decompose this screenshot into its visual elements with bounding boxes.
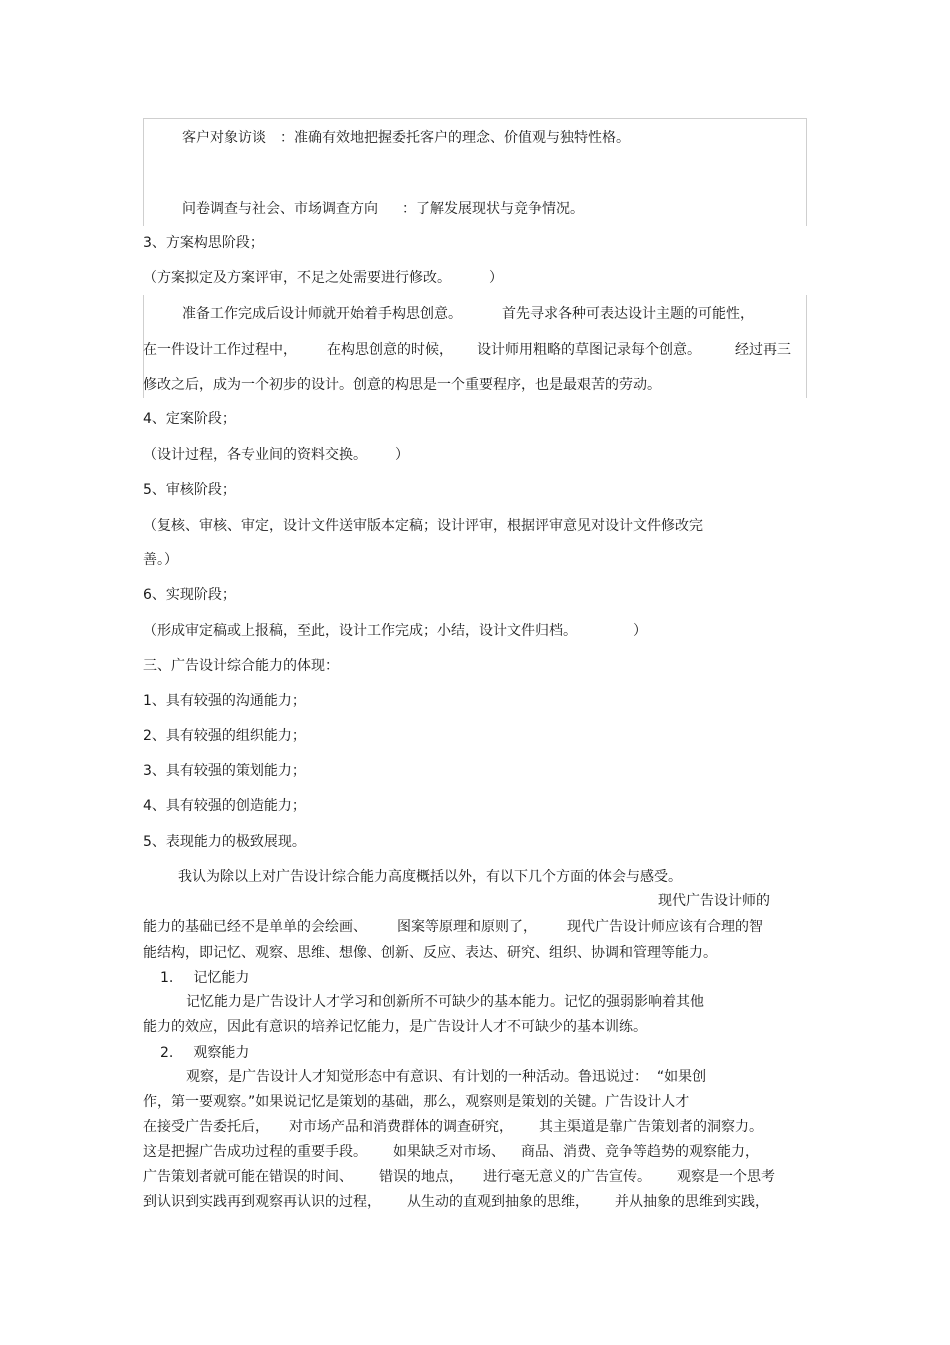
observe-l3c: 其主渠道是靠广告策划者的洞察力。 bbox=[539, 1119, 763, 1135]
memory-title: 记忆能力 bbox=[193, 970, 250, 986]
observe-l5b: 错误的地点， bbox=[379, 1169, 463, 1185]
observe-line-4 bbox=[143, 1143, 759, 1161]
intro-line-1: 我认为除以上对广告设计综合能力高度概括以外，有以下几个方面的体会与感受。 bbox=[178, 869, 682, 885]
observe-l3b: 对市场产品和消费群体的调查研究， bbox=[289, 1119, 513, 1135]
observe-title: 观察能力 bbox=[193, 1045, 250, 1061]
concept-l2a: 在一件设计工作过程中， bbox=[143, 342, 297, 358]
concept-l2c: 设计师用粗略的草图记录每个创意。 bbox=[477, 342, 701, 358]
client-interview-label: 客户对象访谈 bbox=[182, 130, 266, 146]
stage6-note-text: （形成审定稿或上报稿，至此，设计工作完成；小结，设计文件归档。 bbox=[143, 623, 577, 639]
client-interview-text: ：准确有效地把握委托客户的理念、价值观与独特性格。 bbox=[280, 130, 630, 146]
observe-line-2: 作，第一要观察。”如果说记忆是策划的基础，那么，观察则是策划的关键。广告设计人才 bbox=[143, 1094, 690, 1110]
stage5-note-line-1: （复核、审核、审定，设计文件送审版本定稿；设计评审，根据评审意见对设计文件修改完 bbox=[143, 518, 703, 534]
stage6-note bbox=[143, 622, 647, 640]
intro-line-3 bbox=[143, 918, 763, 936]
client-interview-line bbox=[182, 129, 630, 147]
intro-l3c: 现代广告设计师应该有合理的智 bbox=[567, 919, 763, 935]
survey-text: ：了解发展现状与竞争情况。 bbox=[402, 201, 584, 217]
memory-line-1: 记忆能力是广告设计人才学习和创新所不可缺少的基本能力。记忆的强弱影响着其他 bbox=[186, 994, 704, 1010]
concept-line-3: 修改之后，成为一个初步的设计。创意的构思是一个重要程序，也是最艰苦的劳动。 bbox=[143, 377, 661, 393]
observe-heading bbox=[160, 1044, 249, 1062]
intro-l3b: 图案等原理和原则了， bbox=[397, 919, 537, 935]
observe-l3a: 在接受广告委托后， bbox=[143, 1119, 269, 1135]
concept-l1a: 准备工作完成后设计师就开始着手构思创意。 bbox=[182, 306, 462, 322]
stage4-heading: 4、定案阶段； bbox=[143, 411, 236, 427]
observe-num: 2. bbox=[160, 1045, 174, 1061]
table-border-right bbox=[806, 118, 807, 226]
survey-line bbox=[182, 200, 584, 218]
stage4-note-text: （设计过程，各专业间的资料交换。 bbox=[143, 447, 367, 463]
observe-line-6 bbox=[143, 1193, 769, 1211]
observe-l6b: 从生动的直观到抽象的思维， bbox=[407, 1194, 589, 1210]
memory-heading bbox=[160, 969, 249, 987]
concept-l1b: 首先寻求各种可表达设计主题的可能性， bbox=[502, 306, 754, 322]
concept-l2b: 在构思创意的时候， bbox=[327, 342, 453, 358]
concept-line-1 bbox=[182, 305, 754, 323]
concept-l2d: 经过再三 bbox=[735, 342, 791, 358]
observe-line-1: 观察，是广告设计人才知觉形态中有意识、有计划的一种活动。鲁迅说过： “如果创 bbox=[186, 1069, 707, 1085]
stage3-note-close: ） bbox=[489, 270, 503, 286]
stage3-note-text: （方案拟定及方案评审，不足之处需要进行修改。 bbox=[143, 270, 451, 286]
concept-line-2 bbox=[143, 341, 791, 359]
observe-l4b: 如果缺乏对市场、 bbox=[393, 1144, 505, 1160]
stage6-note-close: ） bbox=[633, 623, 647, 639]
intro-line-4: 能结构，即记忆、观察、思维、想像、创新、反应、表达、研究、组织、协调和管理等能力。 bbox=[143, 945, 717, 961]
observe-l5a: 广告策划者就可能在错误的时间、 bbox=[143, 1169, 353, 1185]
observe-line-3 bbox=[143, 1118, 763, 1136]
section3-heading: 三、广告设计综合能力的体现： bbox=[143, 658, 339, 674]
observe-l6a: 到认识到实践再到观察再认识的过程， bbox=[143, 1194, 381, 1210]
stage4-note bbox=[143, 446, 409, 464]
ability-item-5: 5、表现能力的极致展现。 bbox=[143, 834, 306, 850]
stage6-heading: 6、实现阶段； bbox=[143, 587, 236, 603]
table-border-right-2 bbox=[806, 295, 807, 398]
observe-l5d: 观察是一个思考 bbox=[677, 1169, 775, 1185]
memory-line-2: 能力的效应，因此有意识的培养记忆能力，是广告设计人才不可缺少的基本训练。 bbox=[143, 1019, 647, 1035]
observe-line-5 bbox=[143, 1168, 775, 1186]
intro-line-2: 现代广告设计师的 bbox=[658, 893, 770, 909]
ability-item-2: 2、具有较强的组织能力； bbox=[143, 728, 306, 744]
table-border-left bbox=[143, 118, 144, 226]
stage3-heading: 3、方案构思阶段； bbox=[143, 235, 264, 251]
stage3-note bbox=[143, 269, 503, 287]
observe-l4a: 这是把握广告成功过程的重要手段。 bbox=[143, 1144, 367, 1160]
survey-label: 问卷调查与社会、市场调查方向 bbox=[182, 201, 378, 217]
stage5-note-line-2: 善。） bbox=[143, 552, 178, 568]
observe-l6c: 并从抽象的思维到实践， bbox=[615, 1194, 769, 1210]
intro-l3a: 能力的基础已经不是单单的会绘画、 bbox=[143, 919, 367, 935]
table-border-top bbox=[143, 118, 807, 119]
ability-item-4: 4、具有较强的创造能力； bbox=[143, 798, 306, 814]
observe-l5c: 进行毫无意义的广告宣传。 bbox=[483, 1169, 651, 1185]
stage5-heading: 5、审核阶段； bbox=[143, 482, 236, 498]
memory-num: 1. bbox=[160, 970, 174, 986]
observe-l4c: 商品、消费、竞争等趋势的观察能力， bbox=[521, 1144, 759, 1160]
ability-item-3: 3、具有较强的策划能力； bbox=[143, 763, 306, 779]
ability-item-1: 1、具有较强的沟通能力； bbox=[143, 693, 306, 709]
stage4-note-close: ） bbox=[395, 447, 409, 463]
